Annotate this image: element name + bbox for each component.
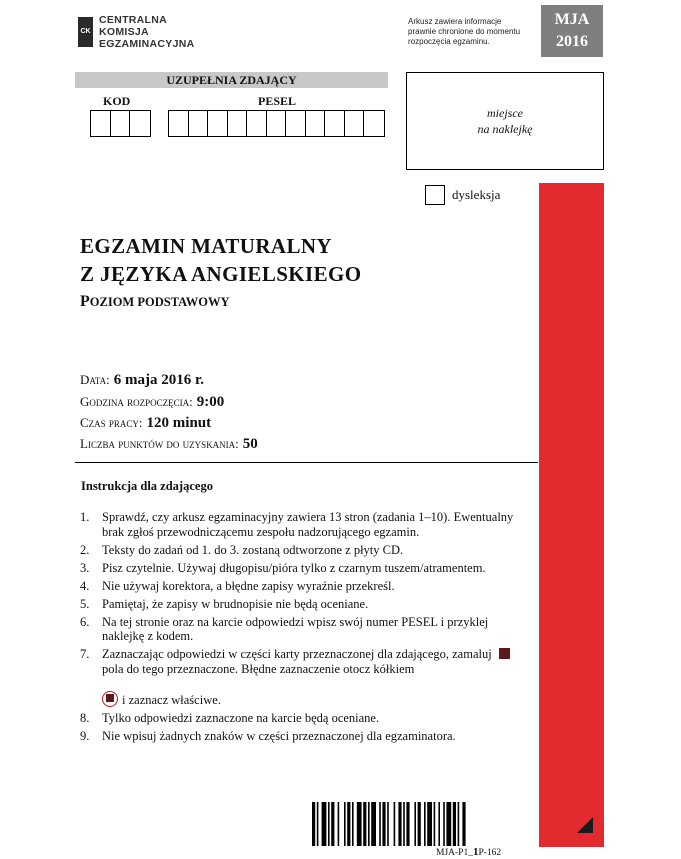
barcode-bold: 1: [472, 846, 479, 858]
barcode-bar: [414, 802, 416, 846]
barcode-bar: [443, 802, 445, 846]
divider: [75, 462, 538, 463]
exam-year: 2016: [556, 33, 588, 50]
corner-triangle-icon: [577, 817, 593, 833]
points-label: Liczba punktów do uzyskania:: [80, 436, 239, 451]
confidentiality-notice: [408, 17, 528, 47]
circled-square-icon: [102, 691, 118, 707]
instruction-text: Teksty do zadań od 1. do 3. zostaną odtworzone z płyty CD.: [102, 542, 404, 557]
pesel-cell[interactable]: [267, 111, 287, 136]
dyslexia-checkbox[interactable]: [425, 185, 445, 205]
pesel-cell[interactable]: [189, 111, 209, 136]
instruction-text-part: i zaznacz właściwe.: [122, 692, 221, 707]
barcode-bar: [382, 802, 385, 846]
duration-value: 120 minut: [146, 415, 212, 431]
exam-code: MJA: [554, 11, 590, 28]
barcode-bar: [344, 802, 346, 846]
sticker-line: miejsce: [487, 106, 523, 120]
instruction-text: [102, 647, 530, 707]
barcode-bar: [347, 802, 350, 846]
pesel-cell[interactable]: [208, 111, 228, 136]
exam-subject: Z JĘZYKA ANGIELSKIEGO: [80, 262, 362, 286]
logo-text: [99, 14, 195, 50]
instruction-text: Nie wpisuj żadnych znaków w części przeznaczonej dla egzaminatora.: [102, 728, 456, 743]
instruction-item: [80, 597, 530, 612]
kod-cell[interactable]: [130, 111, 150, 136]
barcode-bar: [398, 802, 401, 846]
instruction-item: [80, 543, 530, 558]
barcode-bar: [403, 802, 405, 846]
duration-label: Czas pracy:: [80, 415, 143, 430]
cke-logo-icon: [78, 17, 93, 47]
notice-line: prawnie chronione do momentu: [408, 27, 521, 36]
pesel-cell[interactable]: [286, 111, 306, 136]
candidate-section-title: UZUPEŁNIA ZDAJĄCY: [75, 72, 388, 88]
logo-line: CENTRALNA: [99, 14, 168, 26]
instruction-text: Sprawdź, czy arkusz egzaminacyjny zawiera 13 stron (zadania 1–10). Ewentualny brak zgłoś przewodniczącemu zespołu nadzorującego egzamin.: [102, 510, 514, 539]
instruction-number: 2.: [80, 542, 90, 557]
barcode-bar: [322, 802, 327, 846]
sticker-placeholder: [406, 72, 604, 170]
barcode-bar: [406, 802, 409, 846]
pesel-input-boxes[interactable]: [168, 110, 385, 137]
barcode-bar: [424, 802, 426, 846]
instruction-item: [80, 561, 530, 576]
red-side-bar: [539, 183, 604, 847]
notice-line: rozpoczęcia egzaminu.: [408, 37, 490, 46]
date-label: Data:: [80, 372, 110, 387]
instructions-list: [80, 510, 530, 747]
barcode-bar: [434, 802, 436, 846]
instruction-item: [80, 615, 530, 644]
barcode-bar: [394, 802, 396, 846]
barcode-suffix: P-162: [478, 848, 502, 858]
pesel-cell[interactable]: [325, 111, 345, 136]
sticker-line: na naklejkę: [477, 122, 533, 136]
level-rest: OZIOM PODSTAWOWY: [89, 295, 230, 309]
exam-level: [80, 293, 230, 311]
barcode-bar: [338, 802, 340, 846]
pesel-label: PESEL: [258, 94, 297, 108]
instruction-text: Nie używaj korektora, a błędne zapisy wyraźnie przekreśl.: [102, 578, 395, 593]
filled-square-icon: [499, 648, 510, 659]
exam-points: [80, 436, 258, 453]
instruction-number: 4.: [80, 578, 90, 593]
instruction-item: [80, 729, 530, 744]
exam-date: [80, 372, 204, 389]
kod-cell[interactable]: [111, 111, 131, 136]
pesel-cell[interactable]: [345, 111, 365, 136]
barcode-bar: [379, 802, 381, 846]
kod-input-boxes[interactable]: [90, 110, 151, 137]
barcode-bar: [363, 802, 366, 846]
barcode-bar: [328, 802, 330, 846]
barcode-bar: [368, 802, 370, 846]
logo-line: EGZAMINACYJNA: [99, 38, 195, 50]
exam-duration: [80, 415, 211, 432]
notice-line: Arkusz zawiera informacje: [408, 17, 502, 26]
instruction-number: 9.: [80, 728, 90, 743]
logo-mark-text: CK: [80, 28, 91, 35]
instruction-text: Pisz czytelnie. Używaj długopisu/pióra tylko z czarnym tuszem/atramentem.: [102, 560, 486, 575]
barcode-bar: [446, 802, 451, 846]
logo-line: KOMISJA: [99, 26, 149, 38]
barcode-label: [436, 846, 501, 858]
instruction-number: 1.: [80, 510, 90, 524]
instruction-number: 3.: [80, 560, 90, 575]
instruction-item: [80, 647, 530, 707]
instruction-item: [80, 510, 530, 539]
instruction-number: 5.: [80, 596, 90, 611]
pesel-cell[interactable]: [364, 111, 384, 136]
instruction-text: Pamiętaj, że zapisy w brudnopisie nie będą oceniane.: [102, 596, 369, 611]
barcode-bar: [453, 802, 456, 846]
barcode-bar: [312, 802, 315, 846]
barcode-bar: [458, 802, 460, 846]
barcode-bar: [462, 802, 465, 846]
instruction-item: [80, 579, 530, 594]
date-value: 6 maja 2016 r.: [113, 372, 205, 388]
barcode-bar: [357, 802, 362, 846]
barcode-bar: [387, 802, 389, 846]
instruction-number: 7.: [80, 647, 90, 661]
instructions-heading: Instrukcja dla zdającego: [81, 479, 213, 493]
barcode-bar: [352, 802, 354, 846]
instruction-text: Tylko odpowiedzi zaznaczone na karcie będą oceniane.: [102, 710, 380, 725]
kod-label: KOD: [103, 94, 131, 108]
instruction-text-part: pola do tego przeznaczone. Błędne zaznaczenie otocz kółkiem: [102, 661, 415, 676]
pesel-cell[interactable]: [228, 111, 248, 136]
points-value: 50: [242, 436, 258, 452]
barcode-bar: [418, 802, 421, 846]
barcode-bar: [438, 802, 440, 846]
barcode-bar: [427, 802, 432, 846]
instruction-text: Na tej stronie oraz na karcie odpowiedzi wpisz swój numer PESEL i przyklej naklejkę z kodem.: [102, 614, 489, 643]
exam-title: EGZAMIN MATURALNY: [80, 234, 332, 258]
kod-cell[interactable]: [91, 111, 111, 136]
cke-logo: [78, 14, 195, 50]
barcode-icon: [310, 802, 516, 846]
barcode-bar: [317, 802, 319, 846]
instruction-number: 8.: [80, 710, 90, 725]
exam-start-time: [80, 394, 224, 411]
instruction-number: 6.: [80, 614, 90, 629]
pesel-cell[interactable]: [169, 111, 189, 136]
start-label: Godzina rozpoczęcia:: [80, 394, 193, 409]
pesel-cell[interactable]: [247, 111, 267, 136]
barcode-prefix: MJA-P1_: [436, 848, 473, 858]
instruction-item: [80, 711, 530, 726]
level-initial: P: [80, 293, 90, 310]
exam-code-badge: [541, 5, 603, 57]
pesel-cell[interactable]: [306, 111, 326, 136]
barcode-bar: [331, 802, 334, 846]
start-value: 9:00: [196, 394, 225, 410]
instruction-text-part: Zaznaczając odpowiedzi w części karty przeznaczonej dla zdającego, zamaluj: [102, 647, 492, 661]
dyslexia-label: dysleksja: [452, 187, 501, 202]
barcode-bar: [371, 802, 376, 846]
